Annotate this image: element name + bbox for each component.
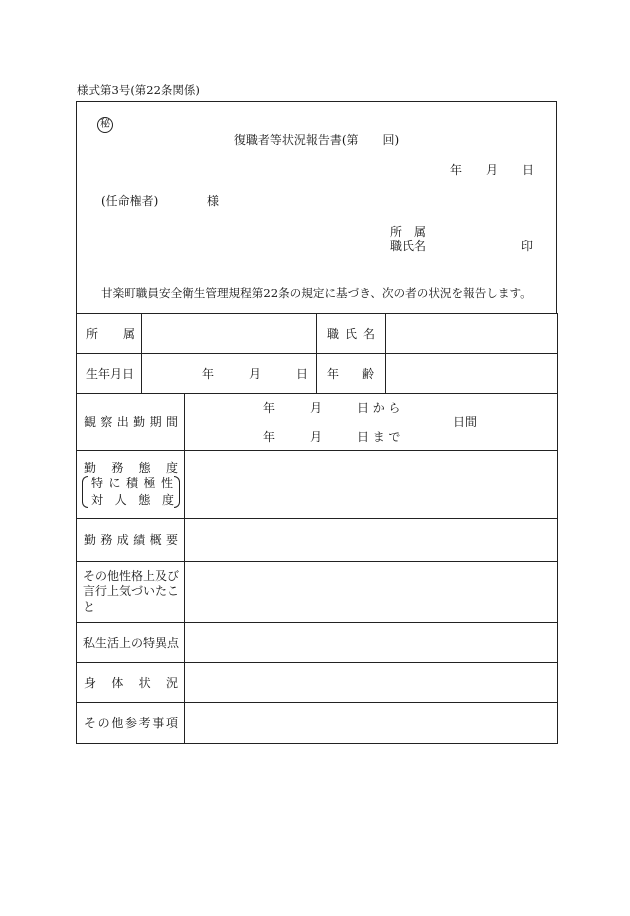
private-life-label: 私生活上の特異点 (83, 635, 180, 650)
age-label (327, 368, 374, 380)
label-char: そ (84, 716, 97, 730)
label-char: 名 (362, 326, 375, 341)
label-char: 察 (100, 415, 113, 429)
label-char: 要 (165, 533, 178, 547)
affiliation-label (86, 328, 135, 340)
label-char: の (97, 716, 110, 730)
label-char: 対 (91, 493, 104, 507)
report-date: 年 月 日 (450, 163, 535, 177)
label-char: 属 (122, 326, 135, 341)
table-row (77, 394, 558, 451)
observation-period-label (84, 416, 178, 428)
label-char: 状 (138, 675, 151, 690)
birthdate-value-cell (142, 354, 317, 394)
addressee-role: (任命権者) (101, 194, 159, 208)
label-char: 出 (116, 415, 129, 429)
right-bracket (174, 476, 180, 508)
personality-label: その他性格上及び言行上気づいたこと (83, 568, 180, 614)
other-value-cell (185, 703, 558, 744)
label-char: 成 (116, 533, 129, 547)
report-header (76, 101, 557, 314)
age-value-cell (386, 354, 558, 394)
label-char: 身 (84, 675, 97, 690)
private-life-value-cell (185, 623, 558, 663)
label-char: 齢 (361, 366, 374, 381)
label-char: 他 (111, 716, 124, 730)
attitude-label-cell (77, 451, 185, 519)
label-char: 態 (138, 493, 151, 507)
physical-label-cell (77, 663, 185, 703)
label-char: 間 (165, 415, 178, 429)
label-char: 体 (111, 675, 124, 690)
physical-label (84, 677, 178, 689)
left-bracket (82, 476, 88, 508)
label-char: 態 (138, 461, 151, 475)
table-row (77, 623, 558, 663)
label-char: 職 (327, 326, 340, 341)
label-char: 年 (327, 366, 340, 381)
label-char: 事 (152, 716, 165, 730)
name-label (327, 328, 375, 340)
birthdate-label: 生年月日 (86, 366, 135, 381)
personality-label-cell (77, 562, 185, 623)
label-char: 勤 (133, 415, 146, 429)
label-char: 参 (124, 716, 137, 730)
document-title: 復職者等状況報告書(第 回) (233, 133, 400, 147)
affiliation-label-cell (77, 314, 142, 354)
physical-value-cell (185, 663, 558, 703)
addressee-honorific: 様 (207, 194, 220, 208)
age-label-cell (317, 354, 386, 394)
label-char: 考 (138, 716, 151, 730)
label-char: 務 (100, 533, 113, 547)
label-char: 勤 (84, 533, 97, 547)
label-char: 期 (149, 415, 162, 429)
label-char: 人 (114, 493, 127, 507)
period-from: 年 月 日から (263, 401, 405, 415)
birthdate-label-cell (77, 354, 142, 394)
label-char: 務 (111, 461, 124, 475)
label-char: 性 (160, 476, 173, 490)
other-label (84, 717, 178, 729)
observation-period-content (185, 394, 557, 450)
private-life-label-cell (77, 623, 185, 663)
seal-mark: 印 (521, 239, 534, 253)
observation-period-value-cell (185, 394, 558, 451)
table-row (77, 314, 558, 354)
performance-label-cell (77, 519, 185, 562)
label-char: に (108, 476, 121, 490)
label-char: 度 (165, 461, 178, 475)
label-char: 概 (149, 533, 162, 547)
confidential-mark (97, 117, 113, 133)
birthdate-units: 年 月 日 (202, 366, 312, 381)
name-value-cell (386, 314, 558, 354)
label-char: 勤 (84, 461, 97, 475)
table-row (77, 562, 558, 623)
label-char: 積 (125, 476, 138, 490)
label-char: 観 (84, 415, 97, 429)
period-to: 年 月 日まで (263, 430, 405, 444)
label-char: 極 (143, 476, 156, 490)
table-row (77, 354, 558, 394)
label-char: 績 (133, 533, 146, 547)
name-label-cell (317, 314, 386, 354)
other-label-cell (77, 703, 185, 744)
table-row (77, 451, 558, 519)
confidential-mark-label: 秘 (100, 119, 110, 130)
personality-value-cell (185, 562, 558, 623)
table-row (77, 519, 558, 562)
table-row (77, 663, 558, 703)
label-char: 度 (161, 493, 174, 507)
form-number: 様式第3号(第22条関係) (77, 83, 200, 97)
label-char: 況 (165, 675, 178, 690)
attitude-value-cell (185, 451, 558, 519)
label-char: 項 (165, 716, 178, 730)
attitude-label (84, 462, 178, 474)
reporter-affiliation-label: 所 属 (390, 225, 427, 239)
label-char: 特 (91, 476, 104, 490)
label-char: 所 (86, 326, 99, 341)
reporter-name-label: 職氏名 (390, 239, 427, 253)
attitude-sub-item (91, 494, 174, 506)
attitude-label-group (77, 451, 184, 518)
label-char: 氏 (344, 326, 357, 341)
report-table (76, 313, 558, 744)
affiliation-value-cell (142, 314, 317, 354)
performance-label (84, 534, 178, 546)
performance-value-cell (185, 519, 558, 562)
period-days: 日間 (453, 415, 478, 429)
report-statement: 甘楽町職員安全衛生管理規程第22条の規定に基づき、次の者の状況を報告します。 (101, 286, 532, 300)
table-row (77, 703, 558, 744)
attitude-sub-item (91, 477, 173, 489)
observation-period-label-cell (77, 394, 185, 451)
